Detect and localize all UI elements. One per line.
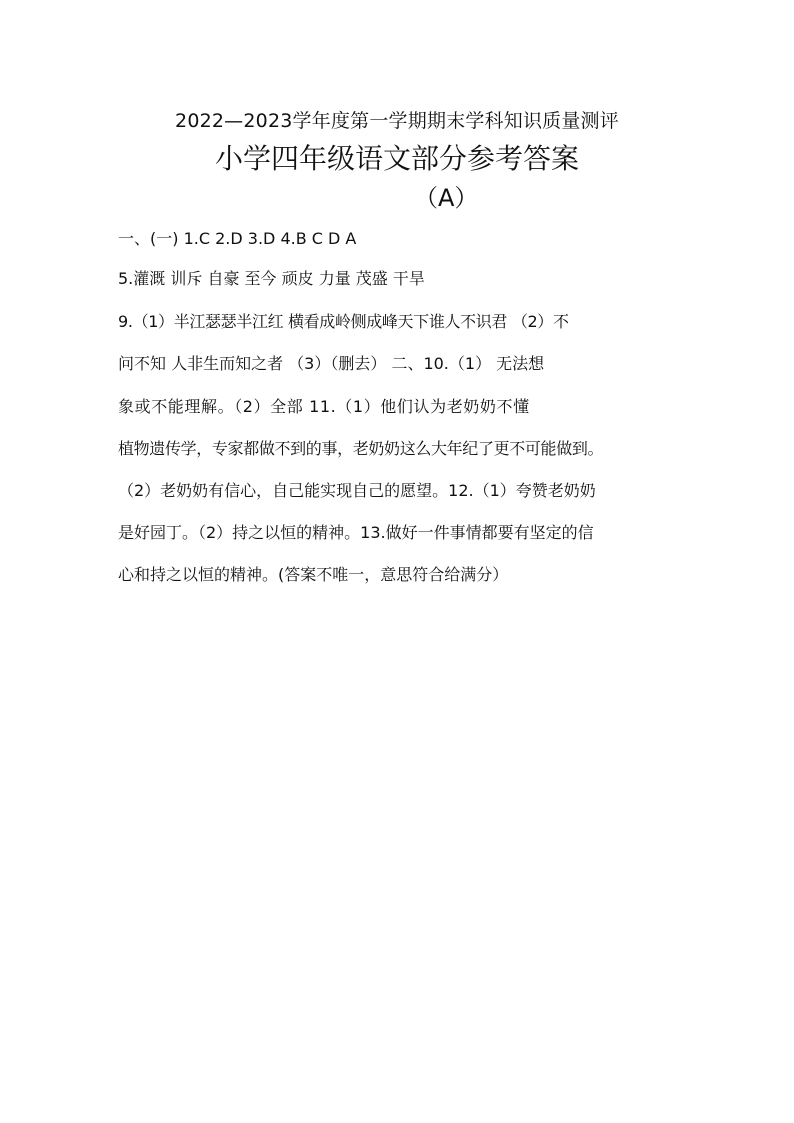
version-label: （A） [414,184,479,212]
answer-line: 植物遗传学，专家都做不到的事，老奶奶这么大年纪了更不可能做到。 [118,439,604,458]
answer-line: （2）老奶奶有信心，自己能实现自己的愿望。12.（1）夸赞老奶奶 [118,481,596,500]
answer-line: 9.（1）半江瑟瑟半江红 横看成岭侧成峰天下谁人不识君 （2）不 [118,312,569,331]
answer-line: 一、(一) 1.C 2.D 3.D 4.B C D A [118,229,357,248]
answer-line: 5.灌溉 训斥 自豪 至今 顽皮 力量 茂盛 干旱 [118,269,425,288]
answer-line: 心和持之以恒的精神。(答案不唯一，意思符合给满分） [118,565,509,584]
answer-line: 问不知 人非生而知之者 （3）（删去） 二、10.（1） 无法想 [118,354,545,373]
answer-line: 是好园丁。（2）持之以恒的精神。13.做好一件事情都要有坚定的信 [118,523,594,542]
answer-line: 象或不能理解。（2）全部 11.（1）他们认为老奶奶不懂 [118,397,530,416]
school-year-heading: 2022—2023学年度第一学期期末学科知识质量测评 [175,110,619,132]
answer-key-title: 小学四年级语文部分参考答案 [214,142,579,175]
